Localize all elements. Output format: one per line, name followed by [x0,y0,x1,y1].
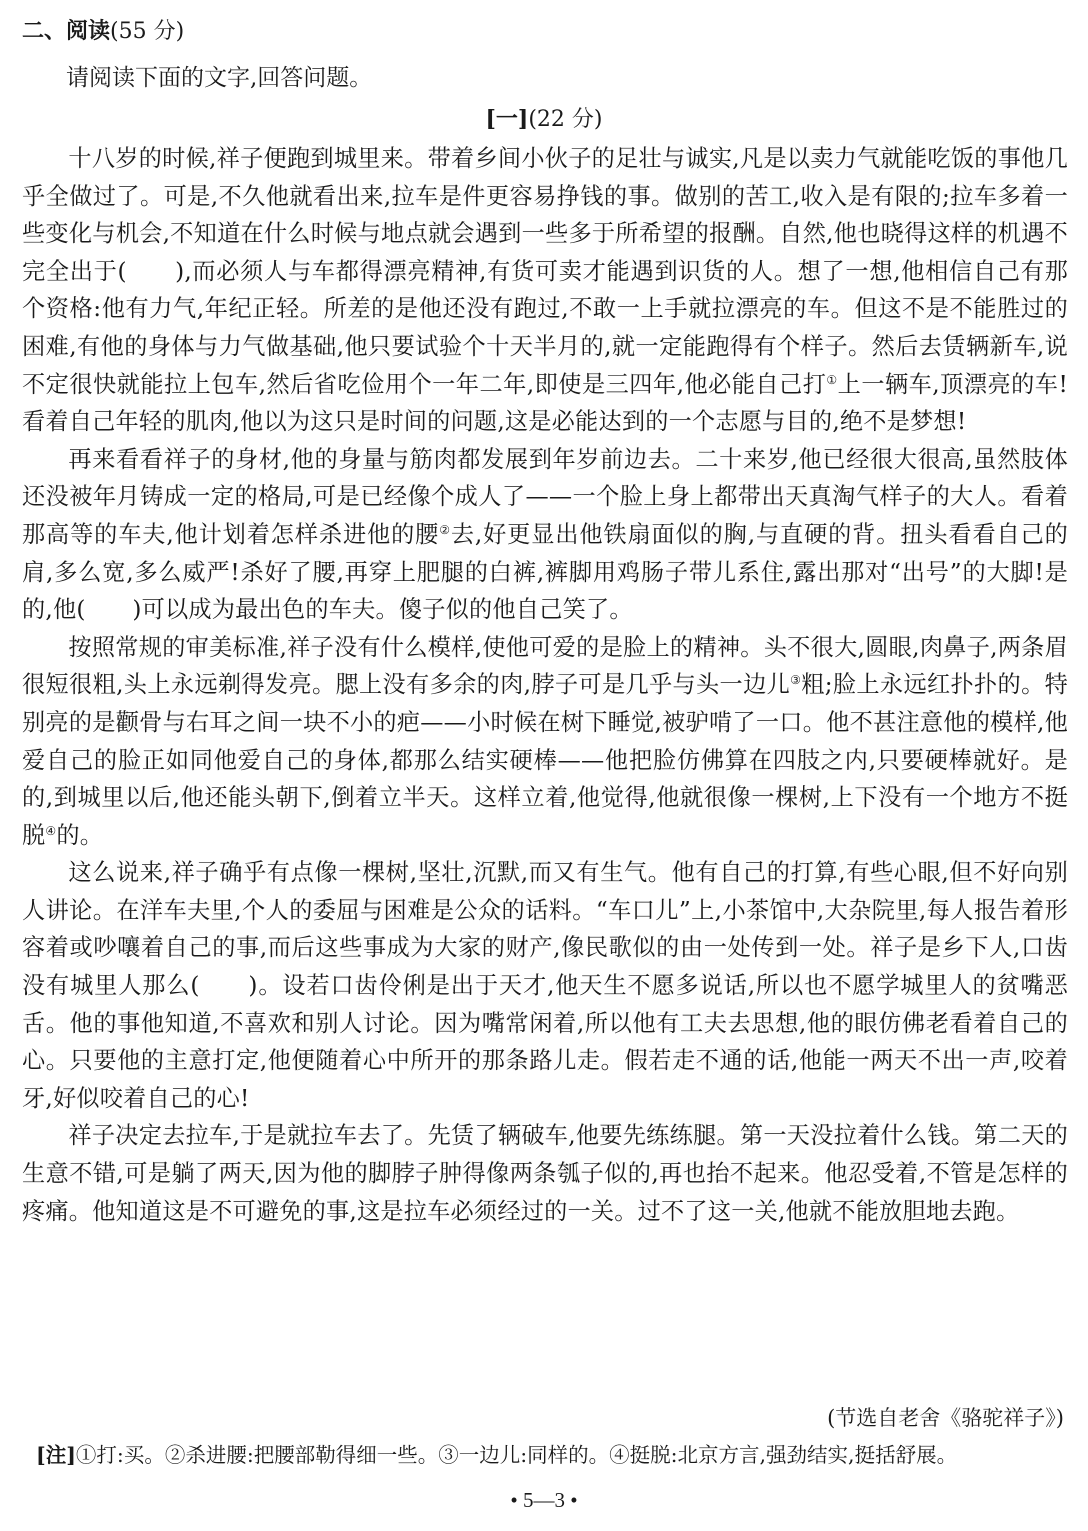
section-score: (55 分) [110,19,185,44]
paragraph-text: 再来看看祥子的身材,他的身量与筋肉都发展到年岁前边去。二十来岁,他已经很大很高,虽然肢体还没被年月铸成一定的格局,可是已经像个成人了——一个脸上身上都带出天真淘气样子的大人。看着那高等的车夫,他计划着怎样杀进他的腰 [22,445,1068,548]
footnotes [36,1439,1076,1471]
paragraph-text: 粗;脸上永远红扑扑的。特别亮的是颧骨与右耳之间一块不小的疤——小时候在树下睡觉,被驴啃了一口。他不甚注意他的模样,他爱自己的脸正如同他爱自己的身体,都那么结实硬棒——他把脸仿佛算在四肢之内,只要硬棒就好。是的,到城里以后,他还能头朝下,倒着立半天。这样立着,他觉得,他就很像一棵树,上下没有一个地方不挺脱 [22,671,1068,849]
passage-paragraph-3 [22,629,1068,855]
paragraph-text: 去,好更显出他铁扇面似的胸,与直硬的背。扭头看看自己的肩,多么宽,多么威严!杀好了腰,再穿上肥腿的白裤,裤脚用鸡肠子带儿系住,露出那对“出号”的大脚!是的,他( )可以成为最出色的车夫。傻子似的他自己笑了。 [22,520,1069,624]
source-citation: (节选自老舍《骆驼祥子》) [827,1406,1064,1430]
part-title [0,102,1088,137]
part-score: (22 分) [528,107,603,132]
paragraph-text: 的。 [56,821,104,849]
passage-paragraph-1 [22,140,1068,441]
footnote-marker: ④ [45,823,57,838]
page-number: • 5—3 • [510,1488,578,1512]
part-number: [一] [485,106,529,132]
paragraph-text: 按照常规的审美标准,祥子没有什么模样,使他可爱的是脸上的精神。头不很大,圆眼,肉鼻子,两条眉很短很粗,头上永远剃得发亮。腮上没有多余的肉,脖子可是几乎与头一边儿 [22,633,1068,699]
section-title: 二、阅读 [22,18,111,44]
paragraph-text: 这么说来,祥子确乎有点像一棵树,坚壮,沉默,而又有生气。他有自己的打算,有些心眼,但不好向别人讲论。在洋车夫里,个人的委屈与困难是公众的话料。“车口儿”上,小茶馆中,大杂院里,每人报告着形容着或吵嚷着自己的事,而后这些事成为大家的财产,像民歌似的由一处传到一处。祥子是乡下人,口齿没有城里人那么( )。设若口齿伶俐是出于天才,他天生不愿多说话,所以也不愿学城里人的贫嘴恶舌。他的事他知道,不喜欢和别人讨论。因为嘴常闲着,所以他有工夫去思想,他的眼仿佛老看着自己的心。只要他的主意打定,他便随着心中所开的那条路儿走。假若走不通的话,他能一两天不出一声,咬着牙,好似咬着自己的心! [22,859,1068,1112]
paragraph-text: 十八岁的时候,祥子便跑到城里来。带着乡间小伙子的足壮与诚实,凡是以卖力气就能吃饭的事他几乎全做过了。可是,不久他就看出来,拉车是件更容易挣钱的事。做别的苦工,收入是有限的;拉车多着一些变化与机会,不知道在什么时候与地点就会遇到一些多于所希望的报酬。自然,他也晓得这样的机遇不完全出于( ),而必须人与车都得漂亮精神,有货可卖才能遇到识货的人。想了一想,他相信自己有那个资格:他有力气,年纪正轻。所差的是他还没有跑过,不敢一上手就拉漂亮的车。但这不是不能胜过的困难,有他的身体与力气做基础,他只要试验个十天半月的,就一定能跑得有个样子。然后去赁辆新车,说不定很快就能拉上包车,然后省吃俭用个一年二年,即使是三四年,他必能自己打 [22,145,1068,398]
footnote-marker: ② [439,522,451,537]
passage-paragraph-2 [22,441,1068,629]
paragraph-text: 祥子决定去拉车,于是就拉车去了。先赁了辆破车,他要先练练腿。第一天没拉着什么钱。第二天的生意不错,可是躺了两天,因为他的脚脖子肿得像两条瓠子似的,再也抬不起来。他忍受着,不管是怎样的疼痛。他知道这是不可避免的事,这是拉车必须经过的一关。过不了这一关,他就不能放胆地去跑。 [22,1122,1068,1225]
notes-text: ①打:买。②杀进腰:把腰部勒得细一些。③一边儿:同样的。④挺脱:北京方言,强劲结实,挺括舒展。 [75,1443,958,1467]
paragraph-text: 上一辆车,顶漂亮的车!看着自己年轻的肌肉,他以为这只是时间的问题,这是必能达到的一个志愿与目的,绝不是梦想! [22,370,1068,436]
notes-label: [注] [36,1443,76,1467]
passage-paragraph-5 [22,1117,1068,1230]
section-heading [22,14,184,49]
reading-passage [22,140,1068,1230]
passage-paragraph-4 [22,854,1068,1117]
footnote-marker: ① [826,372,838,387]
footnote-marker: ③ [790,673,802,688]
instruction-text: 请阅读下面的文字,回答问题。 [66,65,373,91]
